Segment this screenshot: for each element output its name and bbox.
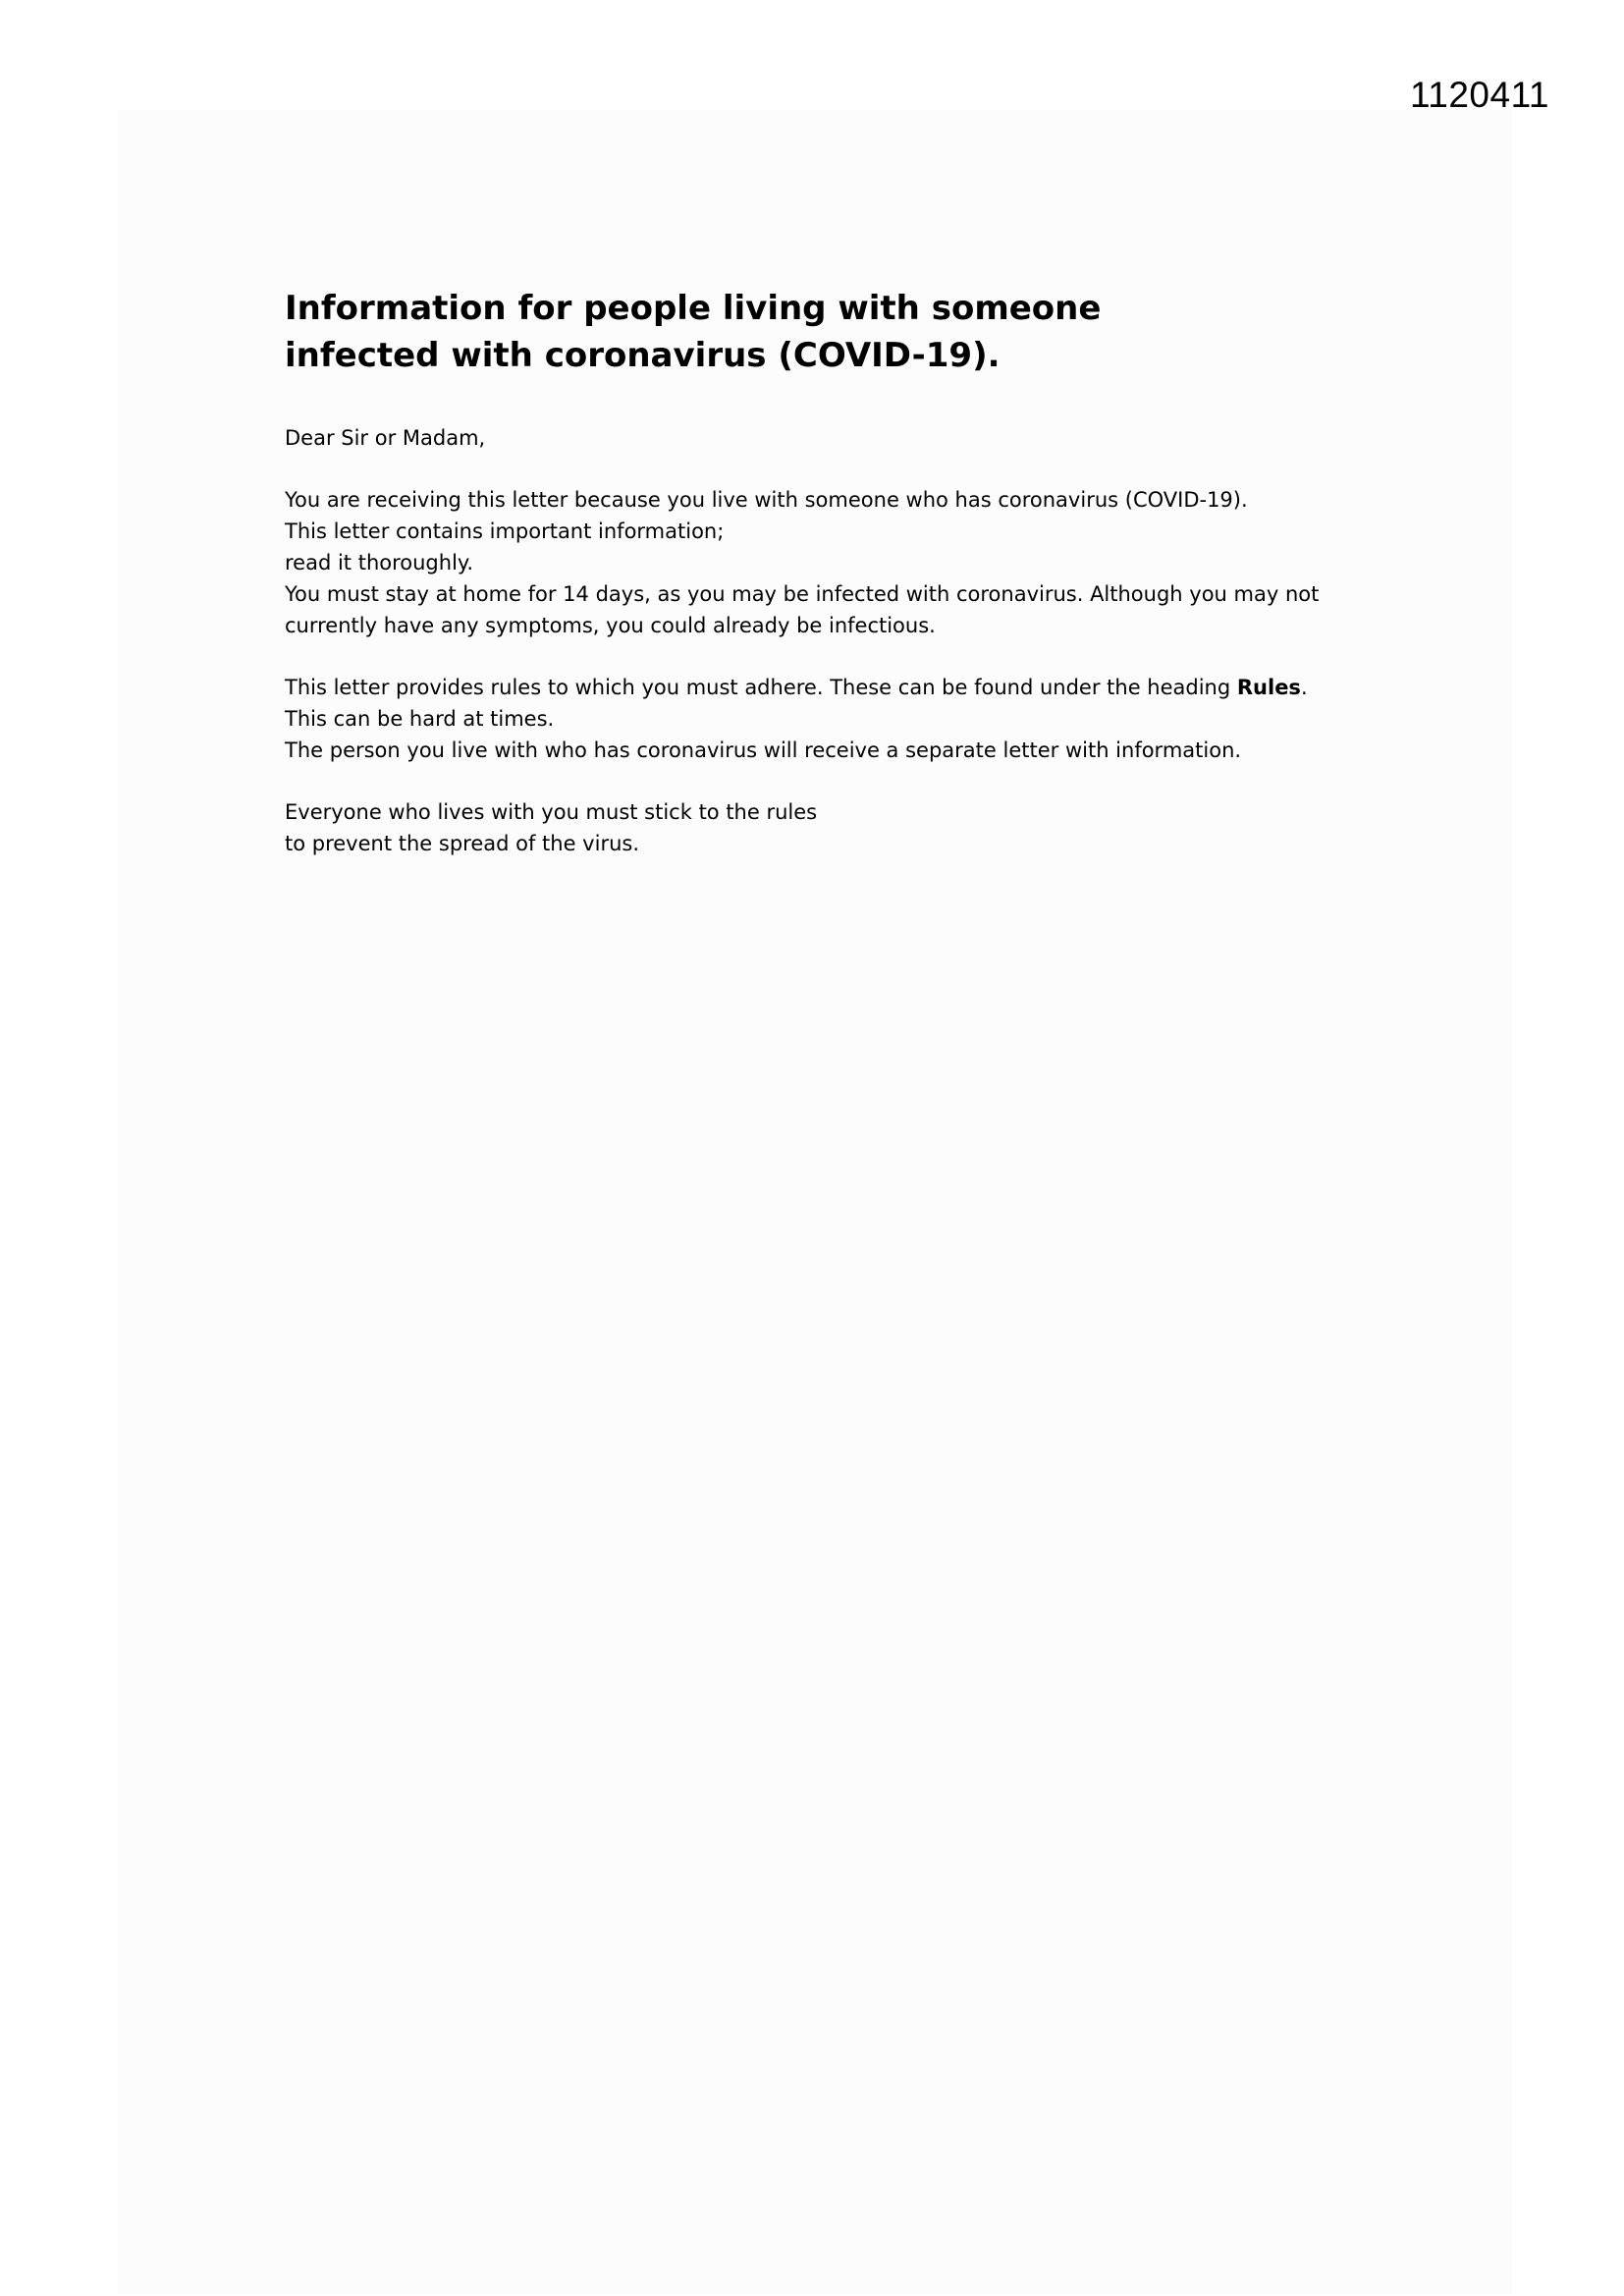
paragraph-line: currently have any symptoms, you could already be infectious. [285, 614, 936, 637]
paragraph-line: Everyone who lives with you must stick to the rules [285, 800, 818, 824]
salutation-text: Dear Sir or Madam, [285, 426, 486, 450]
paragraph-line: This letter contains important information; [285, 519, 725, 543]
letter-paragraphs [285, 422, 1355, 859]
paragraph-line: to prevent the spread of the virus. [285, 832, 639, 855]
paragraph-line [285, 672, 1355, 703]
paragraph-line: This can be hard at times. [285, 707, 555, 731]
paragraph-line: read it thoroughly. [285, 551, 474, 574]
salutation [285, 422, 1355, 454]
paragraph-intro [285, 484, 1355, 641]
paragraph-line: The person you live with who has coronavirus will receive a separate letter with information. [285, 738, 1242, 762]
letter-body [285, 285, 1355, 890]
paragraph-line: You must stay at home for 14 days, as you may be infected with coronavirus. Although you may not [285, 582, 1320, 606]
paragraph-closing [285, 796, 1355, 859]
rules-sentence: This letter provides rules to which you must adhere. These can be found under the heading [285, 676, 1237, 699]
document-number: 1120411 [1409, 75, 1549, 115]
paragraph-rules [285, 672, 1355, 766]
letter-title: Information for people living with someone infected with coronavirus (COVID-19). [285, 289, 1102, 375]
paragraph-line: You are receiving this letter because you live with someone who has coronavirus (COVID-19). [285, 488, 1248, 512]
rules-heading-reference: Rules [1236, 676, 1301, 699]
sentence-end: . [1300, 676, 1308, 699]
